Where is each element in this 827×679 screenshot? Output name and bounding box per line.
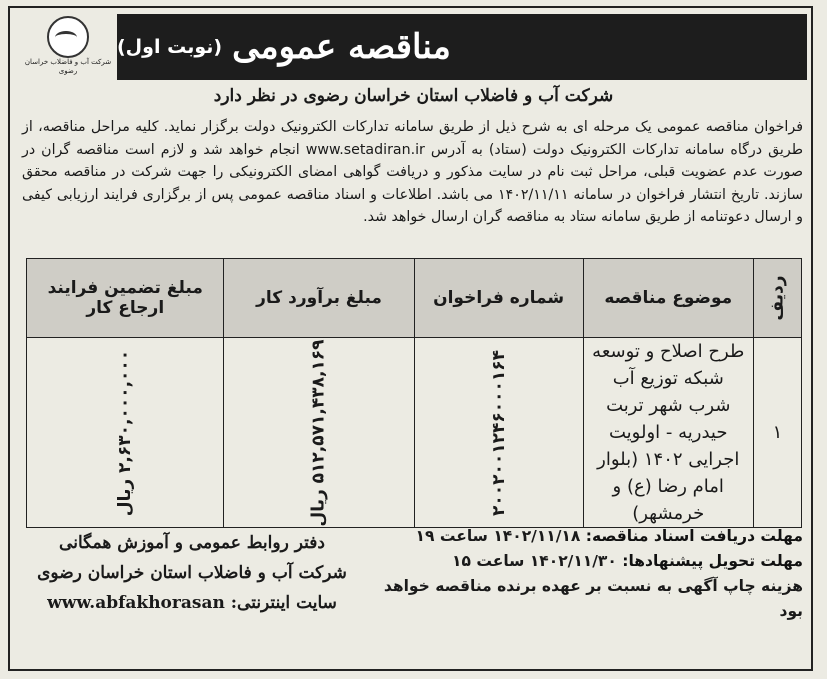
office-info: [32, 528, 352, 618]
office-website: سایت اینترنتی: www.abfakhorasan: [47, 593, 337, 613]
office-line-1: دفتر روابط عمومی و آموزش همگانی: [59, 533, 325, 553]
office-line-2: شرکت آب و فاضلاب استان خراسان رضوی: [37, 563, 347, 583]
table-header-row: [27, 259, 802, 338]
tender-table: [26, 258, 802, 528]
notice-subtitle: شرکت آب و فاضلاب استان خراسان رضوی در نظر دارد: [213, 86, 614, 106]
logo-text: شرکت آب و فاضلاب خراسان رضوی: [24, 58, 112, 75]
header: [10, 10, 815, 82]
table-row: [27, 338, 802, 528]
header-estimate: مبلغ برآورد کار: [224, 259, 414, 338]
notice-paragraph: فراخوان مناقصه عمومی یک مرحله ای به شرح ذیل از طریق سامانه تدارکات الکترونیک دولت برگزار نماید. کلیه مراحل مناقصه، از طریق درگاه سامانه تدارکات الکترونیک دولت (ستاد) به آدرس www.setadiran.ir انجام خواهد شد و لازم است مناقصه گران در صورت عدم عضویت قبلی، مراحل ثبت نام در سایت مذکور و دریافت گواهی امضای الکترونیکی را جهت شرکت در مناقصه محقق سازند. تاریخ انتشار فراخوان در سامانه ۱۴۰۲/۱۱/۱۱ می باشد. اطلاعات و اسناد مناقصه عمومی پس از برگزاری فرایند ارزیابی کیفی و ارسال دعوتنامه از طریق سامانه ستاد به مناقصه گران ارسال خواهد شد.: [22, 119, 803, 225]
notice-title: مناقصه عمومی: [232, 27, 451, 67]
notice-round: (نوبت اول): [117, 36, 223, 58]
header-guarantee: مبلغ تضمین فرایند ارجاع کار: [27, 259, 224, 338]
header-call-number: شماره فراخوان: [414, 259, 583, 338]
cell-guarantee: ۲,۶۳۰,۰۰۰,۰۰۰ ریال: [27, 338, 224, 528]
header-row-number: ردیف: [753, 259, 801, 338]
cell-row-number: ۱: [753, 338, 801, 528]
submit-deadline: مهلت تحویل پیشنهادها: ۱۴۰۲/۱۱/۳۰ ساعت ۱۵: [452, 552, 803, 570]
receive-deadline: مهلت دریافت اسناد مناقصه: ۱۴۰۲/۱۱/۱۸ ساعت ۱۹: [415, 527, 803, 545]
logo-icon: [47, 16, 89, 58]
cell-estimate: ۵۱۲,۵۷۱,۴۳۸,۱۶۹ ریال: [224, 338, 414, 528]
cell-call-number: ۲۰۰۲۰۰۱۲۴۶۰۰۰۱۶۴: [414, 338, 583, 528]
title-banner: [117, 14, 807, 80]
company-logo: [18, 16, 118, 80]
deadlines: [363, 524, 803, 624]
header-subject: موضوع مناقصه: [583, 259, 753, 338]
cell-subject: طرح اصلاح و توسعه شبکه توزیع آب شرب شهر تربت حیدریه - اولویت اجرایی ۱۴۰۲ (بلوار امام رضا (ع) و خرمشهر): [583, 338, 753, 528]
cost-note: هزینه چاپ آگهی به نسبت بر عهده برنده مناقصه خواهد بود: [383, 577, 803, 620]
